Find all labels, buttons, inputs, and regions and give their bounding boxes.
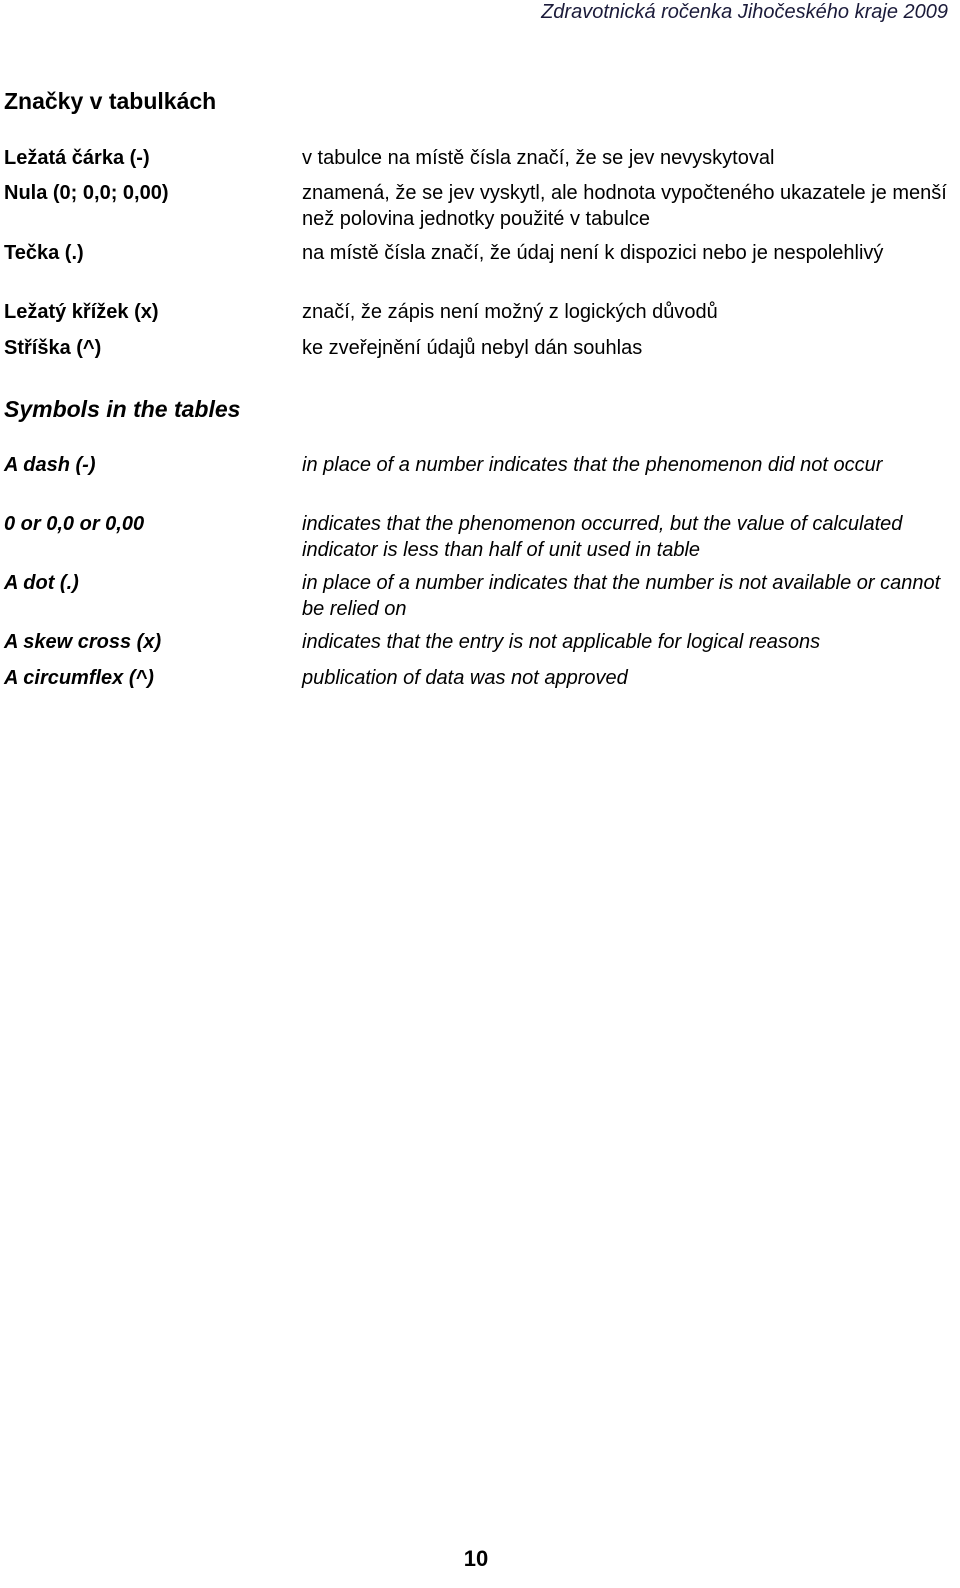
- legend-term: A skew cross (x): [4, 631, 162, 653]
- legend-term: 0 or 0,0 or 0,00: [4, 513, 145, 535]
- legend-term: Tečka (.): [4, 242, 84, 264]
- legend-description: na místě čísla značí, že údaj není k dispozici nebo je nespolehlivý: [302, 242, 884, 264]
- legend-description: in place of a number indicates that the number is not available or cannot be relied on: [302, 572, 941, 620]
- legend-description: publication of data was not approved: [302, 667, 628, 689]
- legend-term: Ležatý křížek (x): [4, 301, 159, 323]
- running-header: Zdravotnická ročenka Jihočeského kraje 2009: [541, 1, 948, 23]
- legend-description: značí, že zápis není možný z logických důvodů: [302, 301, 718, 323]
- legend-description: indicates that the phenomenon occurred, but the value of calculated indicator is less than half of unit used in table: [302, 513, 903, 561]
- legend-term: Ležatá čárka (-): [4, 147, 150, 169]
- legend-term: Stříška (^): [4, 337, 102, 359]
- legend-term: A circumflex (^): [4, 667, 154, 689]
- legend-term: A dash (-): [4, 454, 96, 476]
- legend-description: in place of a number indicates that the phenomenon did not occur: [302, 454, 883, 476]
- legend-description: ke zveřejnění údajů nebyl dán souhlas: [302, 337, 643, 359]
- legend-term: Nula (0; 0,0; 0,00): [4, 182, 169, 204]
- legend-description: znamená, že se jev vyskytl, ale hodnota vypočteného ukazatele je menší než polovina jednotky použité v tabulce: [302, 182, 947, 230]
- legend-term: A dot (.): [4, 572, 79, 594]
- section-title-czech: Značky v tabulkách: [4, 88, 217, 114]
- legend-description: indicates that the entry is not applicable for logical reasons: [302, 631, 821, 653]
- legend-description: v tabulce na místě čísla značí, že se jev nevyskytoval: [302, 147, 775, 169]
- page-number: 10: [463, 1546, 489, 1571]
- section-title-english: Symbols in the tables: [4, 396, 241, 422]
